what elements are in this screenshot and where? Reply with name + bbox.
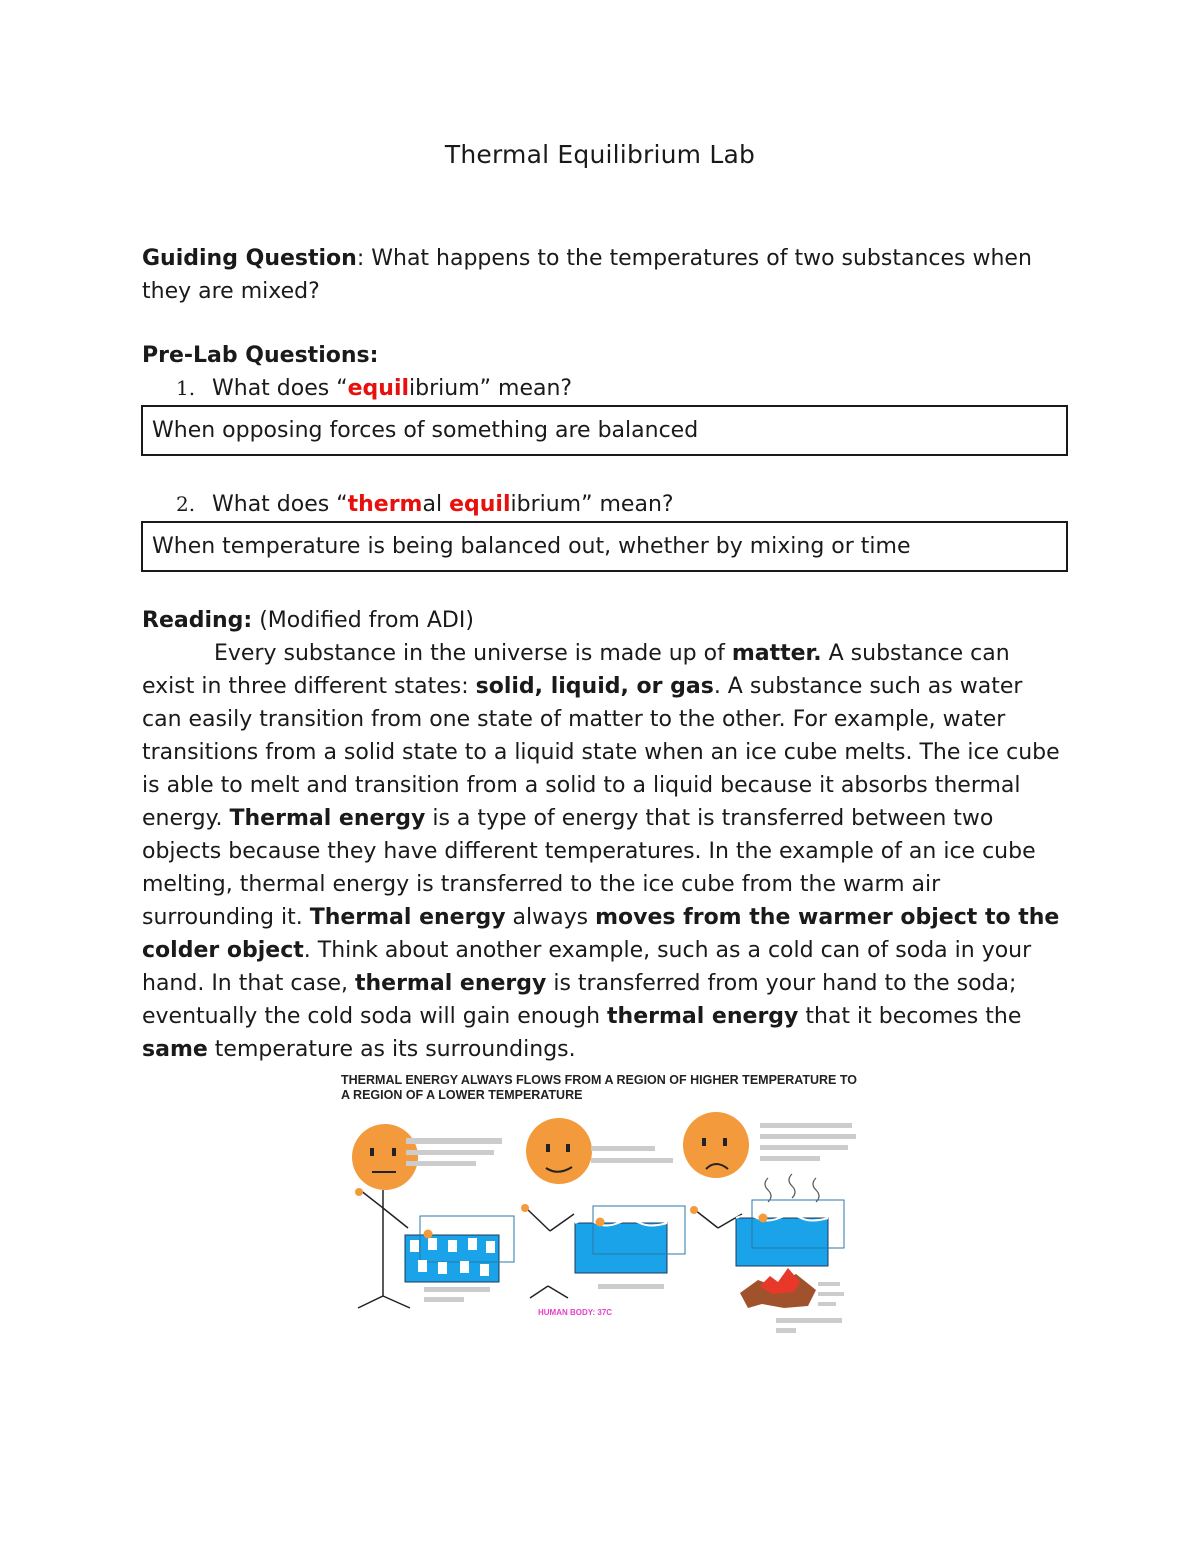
question-text: al — [422, 492, 450, 517]
thermal-energy-illustration — [338, 1068, 862, 1348]
reading-text: . A substance such as water can easily transition from one state of matter to the other. For example, water transitions from a solid state to a liquid state when an ice cube melts. The ice cube is able to melt and transition from a solid to a liquid because it absorbs thermal energy. — [142, 674, 1060, 831]
reading-text: that it becomes the — [798, 1004, 1022, 1029]
guiding-question-label: Guiding Question — [142, 246, 357, 271]
reading-text: always — [505, 905, 596, 930]
reading-text: . Think about another example, such as a cold can of soda in your hand. In that case, — [142, 938, 1032, 996]
reading-text: is transferred from your hand to the soda; eventually the cold soda will gain enough — [142, 971, 1017, 1029]
answer-box-1[interactable]: When opposing forces of something are balanced — [141, 405, 1068, 456]
reading-text: Every substance in the universe is made up of — [214, 641, 732, 666]
question-text: What does “ — [212, 492, 348, 517]
prelab-heading: Pre-Lab Questions: — [142, 343, 379, 368]
question-number: 1. — [176, 376, 196, 400]
reading-bold: same — [142, 1037, 208, 1062]
face-frown-icon — [683, 1112, 749, 1178]
water-box-gas — [736, 1218, 828, 1266]
question-highlight: therm — [347, 492, 423, 517]
face-smile-icon — [526, 1118, 592, 1184]
reading-text: temperature as its surroundings. — [207, 1037, 576, 1062]
question-number: 2. — [176, 492, 196, 516]
question-highlight: equil — [347, 376, 410, 401]
reading-text: is a type of energy that is transferred between two objects because they have different temperatures. In the example of an ice cube melting, thermal energy is transferred to the ice cube from the warm air surrounding it. — [142, 806, 1036, 930]
question-text: ibrium” mean? — [409, 376, 573, 401]
reading-source: (Modified from ADI) — [252, 608, 474, 633]
figure-heading-line-1: THERMAL ENERGY ALWAYS FLOWS FROM A REGION OF HIGHER TEMPERATURE TO — [341, 1073, 857, 1087]
question-text: What does “ — [212, 376, 348, 401]
question-text: ibrium” mean? — [510, 492, 674, 517]
page-title: Thermal Equilibrium Lab — [444, 140, 756, 169]
face-neutral-icon — [352, 1124, 418, 1190]
reading-label: Reading: — [142, 608, 253, 633]
prelab-question-2 — [176, 488, 674, 521]
reading-bold: Thermal energy — [309, 905, 506, 930]
figure-heading-line-2: A REGION OF A LOWER TEMPERATURE — [341, 1088, 583, 1102]
reading-bold: thermal energy — [607, 1004, 799, 1029]
reading-heading — [142, 604, 1067, 637]
reading-bold: solid, liquid, or gas — [475, 674, 714, 699]
guiding-question — [142, 242, 1067, 308]
reading-text: A substance can exist in three different states: — [142, 641, 1010, 699]
water-box-liquid — [575, 1223, 667, 1273]
prelab-question-1 — [176, 372, 572, 405]
panel-liquid — [521, 1118, 685, 1317]
question-highlight: equil — [449, 492, 511, 517]
reading-bold: thermal energy — [354, 971, 547, 996]
reading-bold: matter. — [731, 641, 822, 666]
reading-bold: Thermal energy — [229, 806, 426, 831]
panel-ice — [352, 1124, 514, 1308]
answer-box-2[interactable]: When temperature is being balanced out, whether by mixing or time — [141, 521, 1068, 572]
panel-gas — [683, 1112, 856, 1333]
reading-body — [142, 637, 1067, 1066]
reading-bold: moves from the warmer object to the colder object — [142, 905, 1060, 963]
human-body-label: HUMAN BODY: 37C — [538, 1308, 613, 1317]
guiding-question-text: : What happens to the temperatures of two substances when they are mixed? — [142, 246, 1032, 304]
